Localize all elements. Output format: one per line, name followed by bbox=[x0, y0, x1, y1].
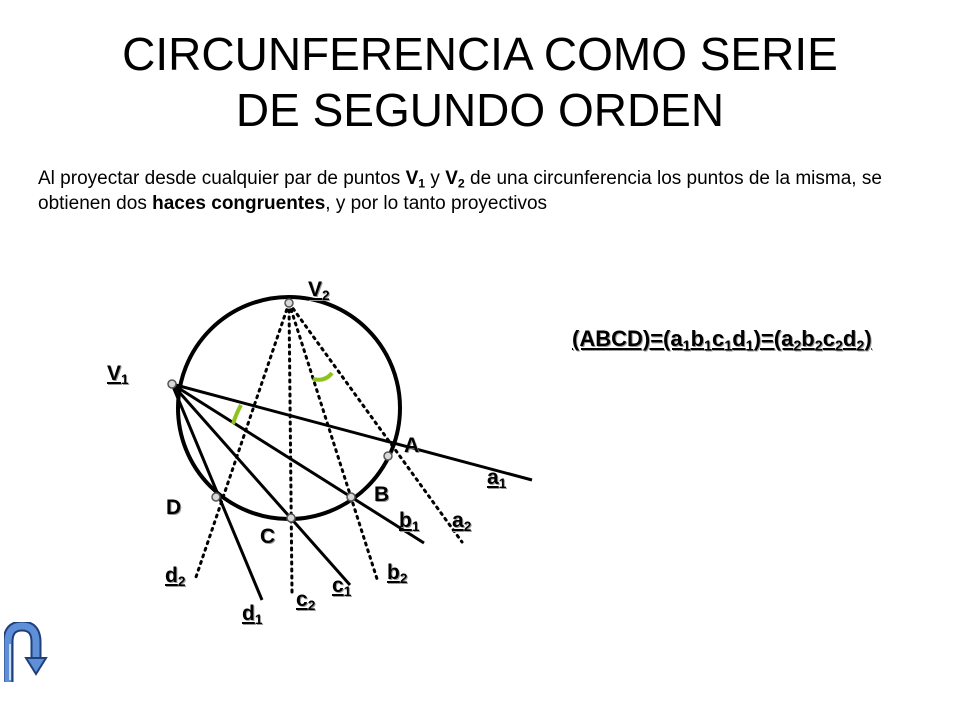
formula-sub: 1 bbox=[745, 338, 754, 355]
ray-c2 bbox=[289, 303, 292, 592]
desc-part: de una circunferencia los puntos de la misma, se obtienen dos bbox=[38, 168, 882, 214]
ray-b2 bbox=[289, 303, 378, 582]
label-b1-sub: 1 bbox=[411, 519, 420, 535]
label-a1 bbox=[487, 466, 507, 492]
desc-v2: V bbox=[445, 168, 458, 189]
title-line-2: DE SEGUNDO ORDEN bbox=[235, 84, 725, 136]
formula-part: c bbox=[711, 326, 725, 351]
label-c1-main: c bbox=[332, 574, 344, 597]
angle-mark-v2 bbox=[313, 373, 332, 380]
label-c2-sub: 2 bbox=[307, 598, 316, 614]
label-d2 bbox=[165, 564, 186, 590]
formula-sub: 1 bbox=[682, 338, 691, 355]
point-a bbox=[384, 452, 392, 460]
desc-part: , y por lo tanto proyectivos bbox=[325, 193, 548, 214]
desc-v1: V bbox=[405, 168, 419, 189]
desc-bold-term: haces congruentes bbox=[152, 193, 326, 214]
formula-sub: 2 bbox=[793, 338, 802, 355]
label-d2-main: d bbox=[165, 564, 178, 587]
point-v2 bbox=[285, 299, 293, 307]
formula-sub: 2 bbox=[814, 338, 823, 355]
label-v1-sub: 1 bbox=[121, 372, 129, 388]
label-c: C bbox=[260, 525, 276, 548]
label-a2-sub: 2 bbox=[463, 519, 472, 535]
formula-sub: 1 bbox=[724, 338, 733, 355]
label-b: B bbox=[374, 483, 390, 506]
label-c2 bbox=[296, 588, 316, 614]
label-d1 bbox=[242, 602, 263, 628]
ray-a1 bbox=[172, 384, 532, 480]
formula-sub: 1 bbox=[704, 338, 712, 355]
label-a1-main: a bbox=[487, 466, 499, 489]
label-c2-main: c bbox=[296, 588, 308, 611]
angle-mark-v1 bbox=[233, 405, 241, 424]
ray-d1 bbox=[172, 384, 262, 600]
formula-part: ) bbox=[864, 326, 872, 351]
point-b bbox=[347, 493, 355, 501]
label-a: A bbox=[404, 434, 420, 457]
label-v1-main: V bbox=[107, 362, 122, 385]
label-d2-sub: 2 bbox=[177, 574, 186, 590]
label-d: D bbox=[166, 496, 182, 519]
ray-c1 bbox=[172, 384, 350, 585]
desc-v1-sub: 1 bbox=[418, 176, 426, 191]
label-a2 bbox=[452, 509, 472, 535]
label-b2-sub: 2 bbox=[399, 571, 408, 587]
label-a1-sub: 1 bbox=[498, 476, 507, 492]
label-d1-main: d bbox=[242, 602, 255, 625]
formula-part: d bbox=[732, 326, 746, 351]
label-b1-main: b bbox=[399, 509, 412, 532]
label-b2 bbox=[387, 561, 408, 587]
desc-part: Al proyectar desde cualquier par de puntos bbox=[38, 168, 406, 189]
cross-ratio-formula bbox=[572, 326, 872, 355]
label-v2-main: V bbox=[308, 278, 323, 301]
point-d bbox=[212, 493, 220, 501]
title-line-1: CIRCUNFERENCIA COMO SERIE bbox=[122, 28, 838, 80]
formula-part: c bbox=[822, 326, 835, 351]
label-d1-sub: 1 bbox=[254, 612, 263, 628]
label-c1 bbox=[332, 574, 352, 600]
label-v1 bbox=[107, 362, 129, 388]
label-b1 bbox=[399, 509, 420, 535]
desc-v2-sub: 2 bbox=[457, 176, 465, 191]
label-c1-sub: 1 bbox=[343, 584, 352, 600]
return-arrow-icon[interactable] bbox=[4, 622, 48, 684]
formula-part: b bbox=[690, 326, 705, 351]
desc-part: y bbox=[425, 168, 446, 189]
formula-sub: 2 bbox=[856, 338, 865, 355]
formula-sub: 2 bbox=[834, 338, 843, 355]
label-v2 bbox=[308, 278, 330, 304]
label-v2-sub: 2 bbox=[322, 288, 330, 304]
formula-part: )=(a bbox=[753, 326, 794, 351]
label-b2-main: b bbox=[387, 561, 400, 584]
point-c bbox=[287, 514, 295, 522]
label-a2-main: a bbox=[452, 509, 464, 532]
formula-part: b bbox=[801, 326, 815, 351]
point-v1 bbox=[168, 380, 176, 388]
formula-part: (ABCD)=(a bbox=[572, 326, 683, 351]
formula-part: d bbox=[842, 326, 857, 351]
